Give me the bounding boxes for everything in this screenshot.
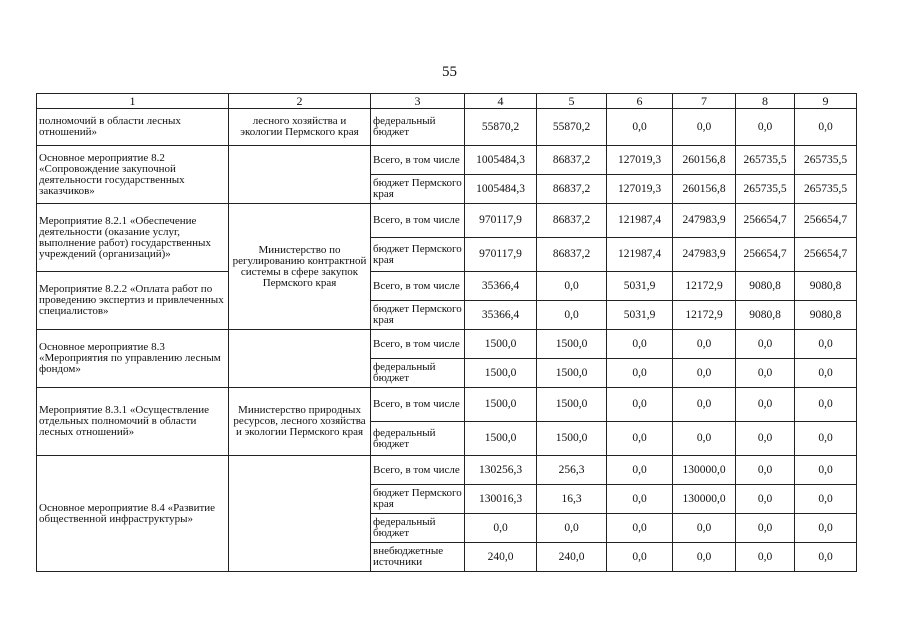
column-header: 2 [229, 94, 371, 109]
funding-source-cell: федеральный бюджет [371, 514, 465, 543]
value-cell: 0,0 [607, 330, 673, 359]
value-cell: 0,0 [607, 388, 673, 422]
funding-source-cell: Всего, в том числе [371, 388, 465, 422]
value-cell: 265735,5 [736, 146, 795, 175]
value-cell: 970117,9 [465, 238, 537, 272]
measure-name-cell: Основное мероприятие 8.2 «Сопровождение закупочной деятельности государственных заказчиков» [37, 146, 229, 204]
value-cell: 12172,9 [673, 301, 736, 330]
value-cell: 256,3 [537, 456, 607, 485]
value-cell: 35366,4 [465, 272, 537, 301]
value-cell: 0,0 [607, 485, 673, 514]
executor-cell [229, 146, 371, 204]
value-cell: 0,0 [673, 543, 736, 572]
value-cell: 0,0 [736, 456, 795, 485]
value-cell: 130016,3 [465, 485, 537, 514]
executor-cell: Министерство природных ресурсов, лесного хозяйства и экологии Пермского края [229, 388, 371, 456]
value-cell: 9080,8 [795, 301, 857, 330]
value-cell: 5031,9 [607, 301, 673, 330]
value-cell: 0,0 [795, 422, 857, 456]
column-header: 7 [673, 94, 736, 109]
value-cell: 127019,3 [607, 175, 673, 204]
value-cell: 1500,0 [537, 422, 607, 456]
value-cell: 35366,4 [465, 301, 537, 330]
value-cell: 0,0 [673, 330, 736, 359]
column-header: 9 [795, 94, 857, 109]
value-cell: 86837,2 [537, 238, 607, 272]
value-cell: 1005484,3 [465, 175, 537, 204]
measure-name-cell: Мероприятие 8.2.2 «Оплата работ по проведению экспертиз и привлеченных специалистов» [37, 272, 229, 330]
value-cell: 0,0 [736, 514, 795, 543]
value-cell: 0,0 [673, 109, 736, 146]
column-header: 5 [537, 94, 607, 109]
value-cell: 0,0 [736, 485, 795, 514]
value-cell: 0,0 [673, 388, 736, 422]
value-cell: 55870,2 [465, 109, 537, 146]
value-cell: 0,0 [795, 330, 857, 359]
executor-cell [229, 330, 371, 388]
value-cell: 970117,9 [465, 204, 537, 238]
value-cell: 0,0 [795, 359, 857, 388]
value-cell: 121987,4 [607, 204, 673, 238]
funding-source-cell: Всего, в том числе [371, 146, 465, 175]
budget-table [36, 93, 857, 572]
column-header: 6 [607, 94, 673, 109]
value-cell: 247983,9 [673, 238, 736, 272]
value-cell: 0,0 [607, 422, 673, 456]
value-cell: 0,0 [537, 272, 607, 301]
value-cell: 130000,0 [673, 485, 736, 514]
funding-source-cell: Всего, в том числе [371, 272, 465, 301]
value-cell: 256654,7 [795, 204, 857, 238]
value-cell: 130256,3 [465, 456, 537, 485]
value-cell: 256654,7 [736, 204, 795, 238]
value-cell: 256654,7 [795, 238, 857, 272]
value-cell: 0,0 [736, 543, 795, 572]
value-cell: 121987,4 [607, 238, 673, 272]
value-cell: 0,0 [607, 456, 673, 485]
value-cell: 0,0 [736, 422, 795, 456]
value-cell: 127019,3 [607, 146, 673, 175]
value-cell: 1500,0 [537, 388, 607, 422]
funding-source-cell: бюджет Пермского края [371, 238, 465, 272]
value-cell: 0,0 [607, 359, 673, 388]
table-header-row [37, 94, 857, 109]
value-cell: 1005484,3 [465, 146, 537, 175]
value-cell: 1500,0 [537, 359, 607, 388]
value-cell: 0,0 [607, 514, 673, 543]
funding-source-cell: бюджет Пермского края [371, 175, 465, 204]
measure-name-cell: полномочий в области лесных отношений» [37, 109, 229, 146]
value-cell: 0,0 [607, 543, 673, 572]
value-cell: 16,3 [537, 485, 607, 514]
value-cell: 0,0 [736, 109, 795, 146]
value-cell: 0,0 [537, 514, 607, 543]
value-cell: 130000,0 [673, 456, 736, 485]
table-row [37, 388, 857, 422]
table-row [37, 204, 857, 238]
funding-source-cell: внебюджетные источники [371, 543, 465, 572]
value-cell: 247983,9 [673, 204, 736, 238]
value-cell: 0,0 [607, 109, 673, 146]
value-cell: 1500,0 [465, 388, 537, 422]
value-cell: 0,0 [673, 359, 736, 388]
measure-name-cell: Мероприятие 8.2.1 «Обеспечение деятельности (оказание услуг, выполнение работ) государственных учреждений (организаций)» [37, 204, 229, 272]
value-cell: 12172,9 [673, 272, 736, 301]
value-cell: 240,0 [537, 543, 607, 572]
column-header: 4 [465, 94, 537, 109]
value-cell: 256654,7 [736, 238, 795, 272]
value-cell: 0,0 [465, 514, 537, 543]
funding-source-cell: федеральный бюджет [371, 359, 465, 388]
value-cell: 1500,0 [537, 330, 607, 359]
value-cell: 260156,8 [673, 175, 736, 204]
value-cell: 0,0 [537, 301, 607, 330]
value-cell: 86837,2 [537, 146, 607, 175]
executor-cell: лесного хозяйства и экологии Пермского края [229, 109, 371, 146]
column-header: 3 [371, 94, 465, 109]
value-cell: 0,0 [795, 109, 857, 146]
executor-cell: Министерство по регулированию контрактной системы в сфере закупок Пермского края [229, 204, 371, 330]
table-row [37, 456, 857, 485]
table-row [37, 109, 857, 146]
value-cell: 265735,5 [736, 175, 795, 204]
value-cell: 9080,8 [736, 272, 795, 301]
value-cell: 1500,0 [465, 330, 537, 359]
value-cell: 55870,2 [537, 109, 607, 146]
value-cell: 0,0 [736, 388, 795, 422]
value-cell: 0,0 [795, 485, 857, 514]
funding-source-cell: Всего, в том числе [371, 456, 465, 485]
funding-source-cell: федеральный бюджет [371, 422, 465, 456]
page-number: 55 [442, 64, 457, 80]
measure-name-cell: Основное мероприятие 8.3 «Мероприятия по управлению лесным фондом» [37, 330, 229, 388]
value-cell: 0,0 [795, 456, 857, 485]
measure-name-cell: Мероприятие 8.3.1 «Осуществление отдельных полномочий в области лесных отношений» [37, 388, 229, 456]
table-row [37, 330, 857, 359]
value-cell: 0,0 [673, 422, 736, 456]
value-cell: 86837,2 [537, 175, 607, 204]
value-cell: 0,0 [736, 359, 795, 388]
value-cell: 1500,0 [465, 422, 537, 456]
value-cell: 260156,8 [673, 146, 736, 175]
column-header: 1 [37, 94, 229, 109]
value-cell: 0,0 [795, 543, 857, 572]
value-cell: 265735,5 [795, 175, 857, 204]
value-cell: 1500,0 [465, 359, 537, 388]
executor-cell [229, 456, 371, 572]
value-cell: 9080,8 [795, 272, 857, 301]
value-cell: 0,0 [736, 330, 795, 359]
table-row [37, 272, 857, 301]
value-cell: 0,0 [795, 514, 857, 543]
funding-source-cell: бюджет Пермского края [371, 301, 465, 330]
funding-source-cell: федеральный бюджет [371, 109, 465, 146]
value-cell: 86837,2 [537, 204, 607, 238]
funding-source-cell: Всего, в том числе [371, 330, 465, 359]
value-cell: 0,0 [673, 514, 736, 543]
value-cell: 0,0 [795, 388, 857, 422]
funding-source-cell: бюджет Пермского края [371, 485, 465, 514]
value-cell: 265735,5 [795, 146, 857, 175]
measure-name-cell: Основное мероприятие 8.4 «Развитие общественной инфраструктуры» [37, 456, 229, 572]
value-cell: 240,0 [465, 543, 537, 572]
column-header: 8 [736, 94, 795, 109]
value-cell: 9080,8 [736, 301, 795, 330]
table-row [37, 146, 857, 175]
value-cell: 5031,9 [607, 272, 673, 301]
funding-source-cell: Всего, в том числе [371, 204, 465, 238]
